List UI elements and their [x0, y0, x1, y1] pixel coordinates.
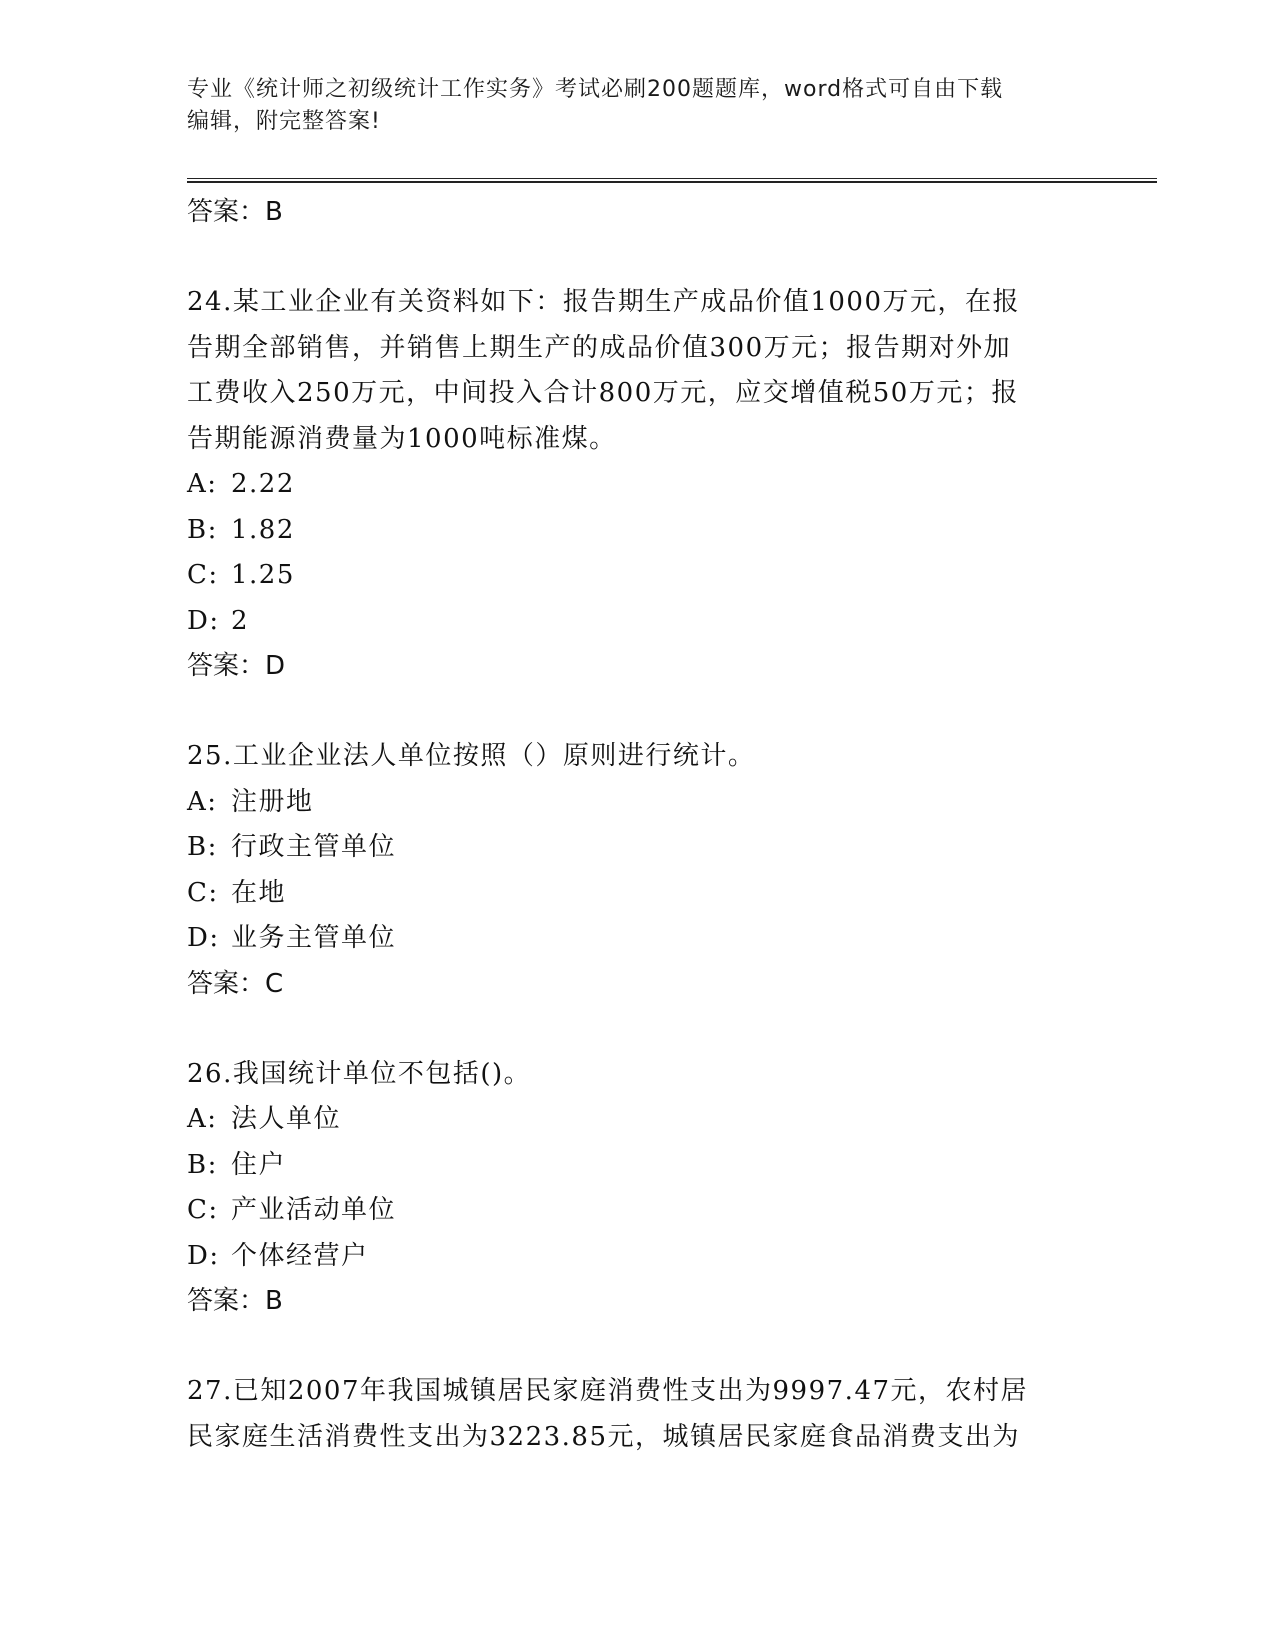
option-text: 产业活动单位	[231, 1195, 397, 1225]
option-text: 住户	[231, 1149, 287, 1180]
option-label: B:	[187, 514, 218, 545]
question-26	[187, 1052, 1087, 1325]
option-b	[187, 508, 1087, 554]
previous-answer: 答案：B	[187, 197, 283, 227]
option-b	[187, 1143, 1087, 1189]
option-label: A:	[187, 786, 218, 817]
question-text-line: 工费收入250万元，中间投入合计800万元，应交增值税50万元；报	[187, 378, 1019, 408]
option-text: 在地	[231, 877, 287, 908]
option-c	[187, 553, 1087, 599]
option-text: 个体经营户	[231, 1240, 369, 1271]
option-text: 2.22	[231, 469, 295, 499]
question-text-line: 27.已知2007年我国城镇居民家庭消费性支出为9997.47元，农村居	[187, 1376, 1029, 1406]
option-text: 行政主管单位	[231, 832, 397, 862]
option-label: D:	[187, 605, 220, 636]
option-label: B:	[187, 1149, 218, 1180]
option-label: C:	[187, 877, 219, 908]
option-label: C:	[187, 560, 219, 590]
option-a	[187, 1097, 1087, 1143]
option-label: D:	[187, 1240, 220, 1271]
answer-line: 答案：C	[187, 968, 284, 999]
question-27	[187, 1369, 1087, 1460]
option-label: C:	[187, 1195, 219, 1225]
option-d	[187, 599, 1087, 645]
option-c	[187, 1188, 1087, 1234]
option-a	[187, 462, 1087, 508]
question-24	[187, 280, 1087, 689]
option-c	[187, 871, 1087, 917]
option-label: A:	[187, 469, 218, 499]
question-text-line: 24.某工业企业有关资料如下：报告期生产成品价值1000万元，在报	[187, 287, 1021, 317]
option-text: 1.25	[231, 560, 295, 590]
option-text: 1.82	[231, 514, 295, 545]
option-text: 业务主管单位	[231, 923, 397, 953]
header-line-1: 专业《统计师之初级统计工作实务》考试必刷200题题库，word格式可自由下载	[187, 77, 1004, 102]
question-text-line: 25.工业企业法人单位按照（）原则进行统计。	[187, 741, 756, 771]
option-a	[187, 780, 1087, 826]
question-text-line: 告期能源消费量为1000吨标准煤。	[187, 423, 617, 454]
answer-line: 答案：D	[187, 651, 286, 681]
question-list	[187, 190, 1087, 1460]
question-text-line: 民家庭生活消费性支出为3223.85元，城镇居民家庭食品消费支出为	[187, 1421, 1021, 1452]
option-label: A:	[187, 1104, 218, 1134]
option-text: 注册地	[231, 786, 314, 817]
header-divider	[187, 178, 1157, 183]
option-b	[187, 825, 1087, 871]
answer-line: 答案：B	[187, 1286, 283, 1316]
option-label: D:	[187, 923, 220, 953]
question-text-line: 告期全部销售，并销售上期生产的成品价值300万元；报告期对外加	[187, 332, 1012, 363]
question-text-line: 26.我国统计单位不包括()。	[187, 1058, 532, 1089]
option-text: 法人单位	[231, 1104, 342, 1134]
question-25	[187, 734, 1087, 1007]
option-d	[187, 916, 1087, 962]
header-line-2: 编辑，附完整答案!	[187, 109, 381, 134]
option-label: B:	[187, 832, 218, 862]
document-header	[187, 74, 1087, 138]
option-text: 2	[231, 605, 250, 636]
option-d	[187, 1234, 1087, 1280]
